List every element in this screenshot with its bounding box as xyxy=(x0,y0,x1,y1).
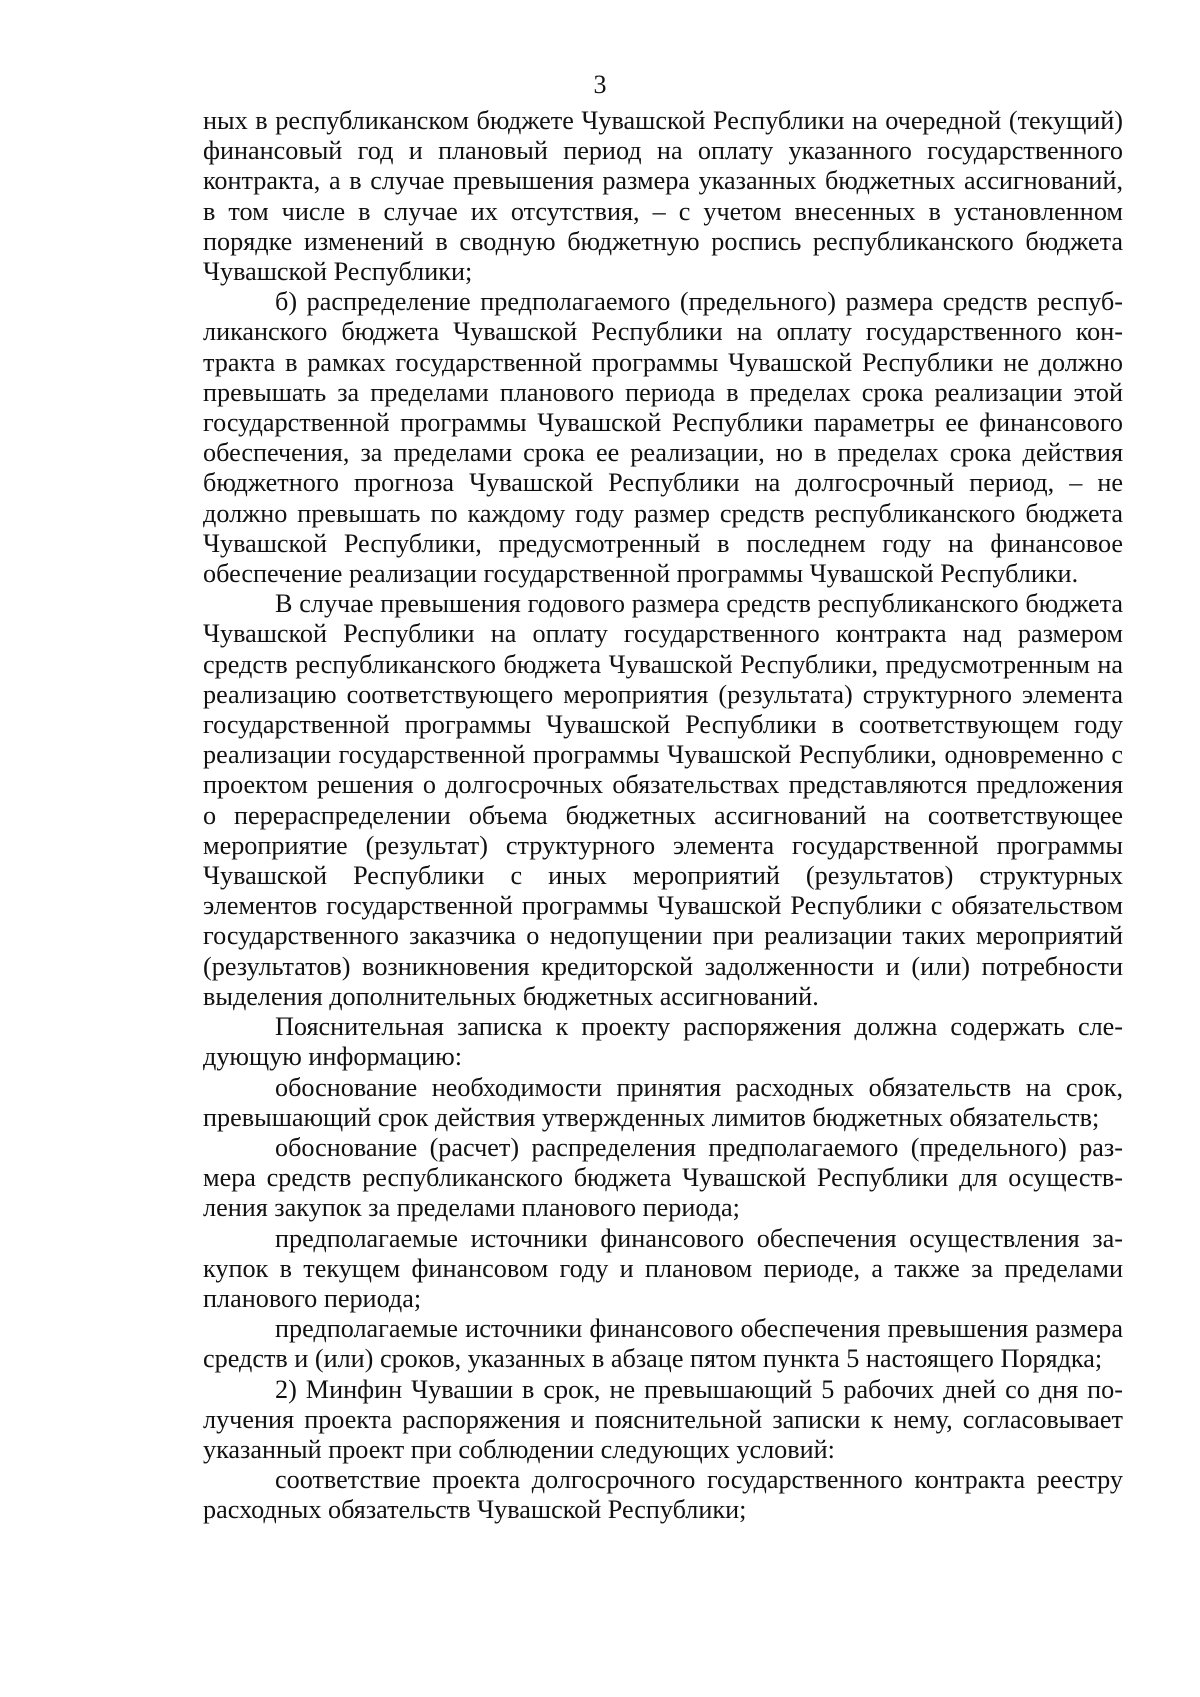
paragraph-explanatory-note: Пояснительная записка к проекту распоряжения должна содержать следующую информацию: xyxy=(203,1012,1123,1072)
paragraph-excess-case: В случае превышения годового размера средств республиканского бюджета Чувашской Республики на оплату государственного контракта над размером средств республиканского бюджета Чувашской Республики, предусмотренным на реализацию соответствующего мероприятия (результата) структурного элемента государственной программы Чувашской Республики в соответствующем году реализации государственной программы Чувашской Республики, одновременно с проектом решения о долгосрочных обязательствах представляются предложения о перераспределении объема бюджетных ассигнований на соответствующее мероприятие (результат) структурного элемента государственной программы Чувашской Республики с иных мероприятий (результатов) структурных элементов государственной программы Чувашской Республики с обязательством государственного заказчика о недопущении при реализации таких мероприятий (результатов) возникновения кредиторской задолженности и (или) потребности выделения дополнительных бюджетных ассигнований. xyxy=(203,589,1123,1011)
paragraph-continuation: ных в республиканском бюджете Чувашской Республики на очередной (текущий) финансовый год и плановый период на оплату указанного государственного контракта, а в случае превышения размера указанных бюджетных ассигнований, в том числе в случае их отсутствия, – с учетом внесенных в установленном порядке изменений в сводную бюджетную роспись республиканского бюджета Чувашской Республики; xyxy=(203,106,1123,287)
paragraph-justification-calculation: обоснование (расчет) распределения предполагаемого (предельного) размера средств республиканского бюджета Чувашской Республики для осуществления закупок за пределами планового периода; xyxy=(203,1132,1123,1223)
paragraph-justification-necessity: обоснование необходимости принятия расходных обязательств на срок, превышающий срок действия утвержденных лимитов бюджетных обязательств; xyxy=(203,1072,1123,1132)
page-number: 3 xyxy=(593,70,607,99)
paragraph-item-2: 2) Минфин Чувашии в срок, не превышающий 5 рабочих дней со дня получения проекта распоряжения и пояснительной записки к нему, согласовывает указанный проект при соблюдении следующих условий: xyxy=(203,1374,1123,1464)
document-body xyxy=(203,106,1123,1526)
paragraph-compliance-registry: соответствие проекта долгосрочного государственного контракта реестру расходных обязательств Чувашской Республики; xyxy=(203,1465,1123,1525)
paragraph-funding-excess: предполагаемые источники финансового обеспечения превышения размера средств и (или) сроков, указанных в абзаце пятом пункта 5 настоящего Порядка; xyxy=(203,1314,1123,1374)
paragraph-funding-sources: предполагаемые источники финансового обеспечения осуществления закупок в текущем финансовом году и плановом периоде, а также за пределами планового периода; xyxy=(203,1223,1123,1313)
paragraph-item-b: б) распределение предполагаемого (предельного) размера средств республиканского бюджета Чувашской Республики на оплату государственного контракта в рамках государственной программы Чувашской Республики не должно превышать за пределами планового периода в пределах срока реализации этой государственной программы Чувашской Республики параметры ее финансового обеспечения, за пределами срока ее реализации, но в пределах срока действия бюджетного прогноза Чувашской Республики на долгосрочный период, – не должно превышать по каждому году размер средств республиканского бюджета Чувашской Республики, предусмотренный в последнем году на финансовое обеспечение реализации государственной программы Чувашской Республики. xyxy=(203,287,1123,589)
